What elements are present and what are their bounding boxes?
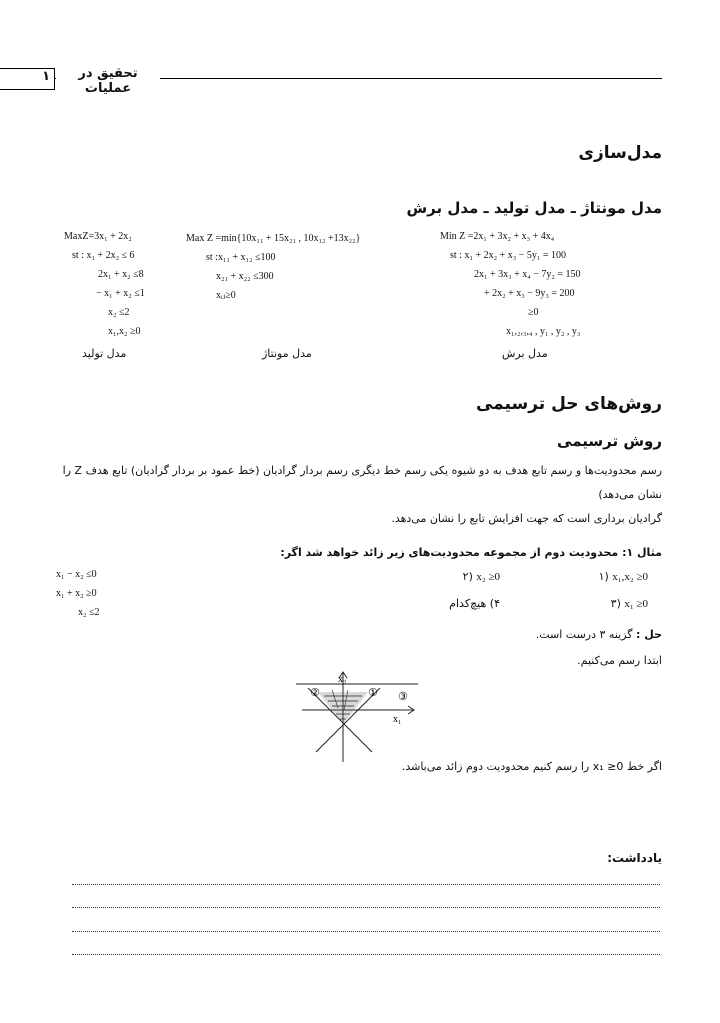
constraint-sketch xyxy=(290,670,425,762)
model-line: 2x₁ + 3x₃ + x₄ − 7y₂ = 150 xyxy=(474,269,581,280)
page-number: ۱ xyxy=(42,69,50,84)
constraint: x₁ − x₂ ≤0 xyxy=(56,569,97,580)
note-line xyxy=(72,907,660,908)
cutting-model-caption: مدل برش xyxy=(502,347,548,360)
model-line: x₁,₂,₃,₄ , y₁ , y₂ , y₃ xyxy=(506,326,581,337)
cutting-model xyxy=(440,227,630,341)
header-title: تحقیق در عملیات xyxy=(56,66,160,96)
mark-1: ① xyxy=(368,686,378,699)
section-title-graphical: روش‌های حل ترسیمی xyxy=(475,394,662,414)
model-line: st : x₁ + 2x₂ ≤ 6 xyxy=(72,250,135,261)
model-line: xᵢⱼ≥0 xyxy=(216,290,236,301)
conclusion: اگر خط x₁ ≥0 را رسم کنیم محدودیت دوم زائد می‌باشد. xyxy=(401,760,662,773)
assembly-model xyxy=(186,229,406,305)
model-line: − x₁ + x₂ ≤1 xyxy=(96,288,145,299)
solution-label: حل : xyxy=(636,628,662,641)
production-model-caption: مدل تولید xyxy=(82,347,127,360)
model-line: Min Z =2x₁ + 3x₂ + x₃ + 4x₄ xyxy=(440,231,555,242)
production-model xyxy=(64,227,194,341)
example-question-text: محدودیت دوم از مجموعه محدودیت‌های زیر زائد خواهد شد اگر: xyxy=(280,546,619,559)
solution-line xyxy=(536,628,662,641)
example-question xyxy=(280,546,662,559)
option-2: ۲) x₂ ≥0 xyxy=(462,570,500,583)
note-line xyxy=(72,884,660,885)
section-subtitle-graphical: روش ترسیمی xyxy=(557,432,662,450)
paragraph-method: رسم محدودیت‌ها و رسم تابع هدف به دو شیوه یکی رسم خط دیگری رسم بردار گرادیان (خط عمود بر بردار گرادیان) تابع هدف Z را xyxy=(62,464,662,477)
model-line: st : x₁ + 2x₂ + x₃ − 5y₁ = 100 xyxy=(450,250,566,261)
note-line xyxy=(72,954,660,955)
solution-text: گزینه ۳ درست است. xyxy=(535,628,633,641)
model-line: Max Z =min{10x₁₁ + 15x₂₁ , 10x₁₂ +13x₂₂} xyxy=(186,233,361,244)
option-3: ۳) x₁ ≥0 xyxy=(610,597,648,610)
section-title-modeling: مدل‌سازی xyxy=(578,143,662,163)
model-line: st :x₁₁ + x₁₂ ≤100 xyxy=(206,252,276,263)
model-line: x₁,x₂ ≥0 xyxy=(108,326,141,337)
model-line: + 2x₂ + x₃ − 9y₃ = 200 xyxy=(484,288,575,299)
note-line xyxy=(72,931,660,932)
x1-label: x₁ xyxy=(393,714,402,725)
model-line: x₂₁ + x₂₂ ≤300 xyxy=(216,271,274,282)
x2-label: x₂ xyxy=(338,674,347,685)
model-line: ≥0 xyxy=(528,307,539,318)
mark-2: ② xyxy=(310,686,320,699)
paragraph-gradient: گرادیان برداری است که جهت افزایش تابع را نشان می‌دهد. xyxy=(391,512,662,525)
example-constraints xyxy=(56,565,99,622)
example-label: مثال ۱: xyxy=(622,546,662,559)
model-line: 2x₁ + x₂ ≤8 xyxy=(98,269,144,280)
option-4: ۴) هیچ‌کدام xyxy=(449,597,500,610)
paragraph-method-cont: نشان می‌دهد) xyxy=(598,488,662,501)
constraint: x₁ + x₂ ≥0 xyxy=(56,588,97,599)
constraint: x₂ ≤2 xyxy=(78,607,100,618)
mark-3: ③ xyxy=(398,690,408,703)
option-1: ۱) x₁,x₂ ≥0 xyxy=(598,570,648,583)
model-line: x₂ ≤2 xyxy=(108,307,130,318)
notes-title: یادداشت: xyxy=(607,851,662,865)
assembly-model-caption: مدل مونتاژ xyxy=(262,347,312,360)
model-line: MaxZ=3x₁ + 2x₂ xyxy=(64,231,132,242)
section-subtitle-models: مدل مونتاژ ـ مدل تولید ـ مدل برش xyxy=(406,199,662,217)
solution-line-2: ابتدا رسم می‌کنیم. xyxy=(577,654,662,667)
